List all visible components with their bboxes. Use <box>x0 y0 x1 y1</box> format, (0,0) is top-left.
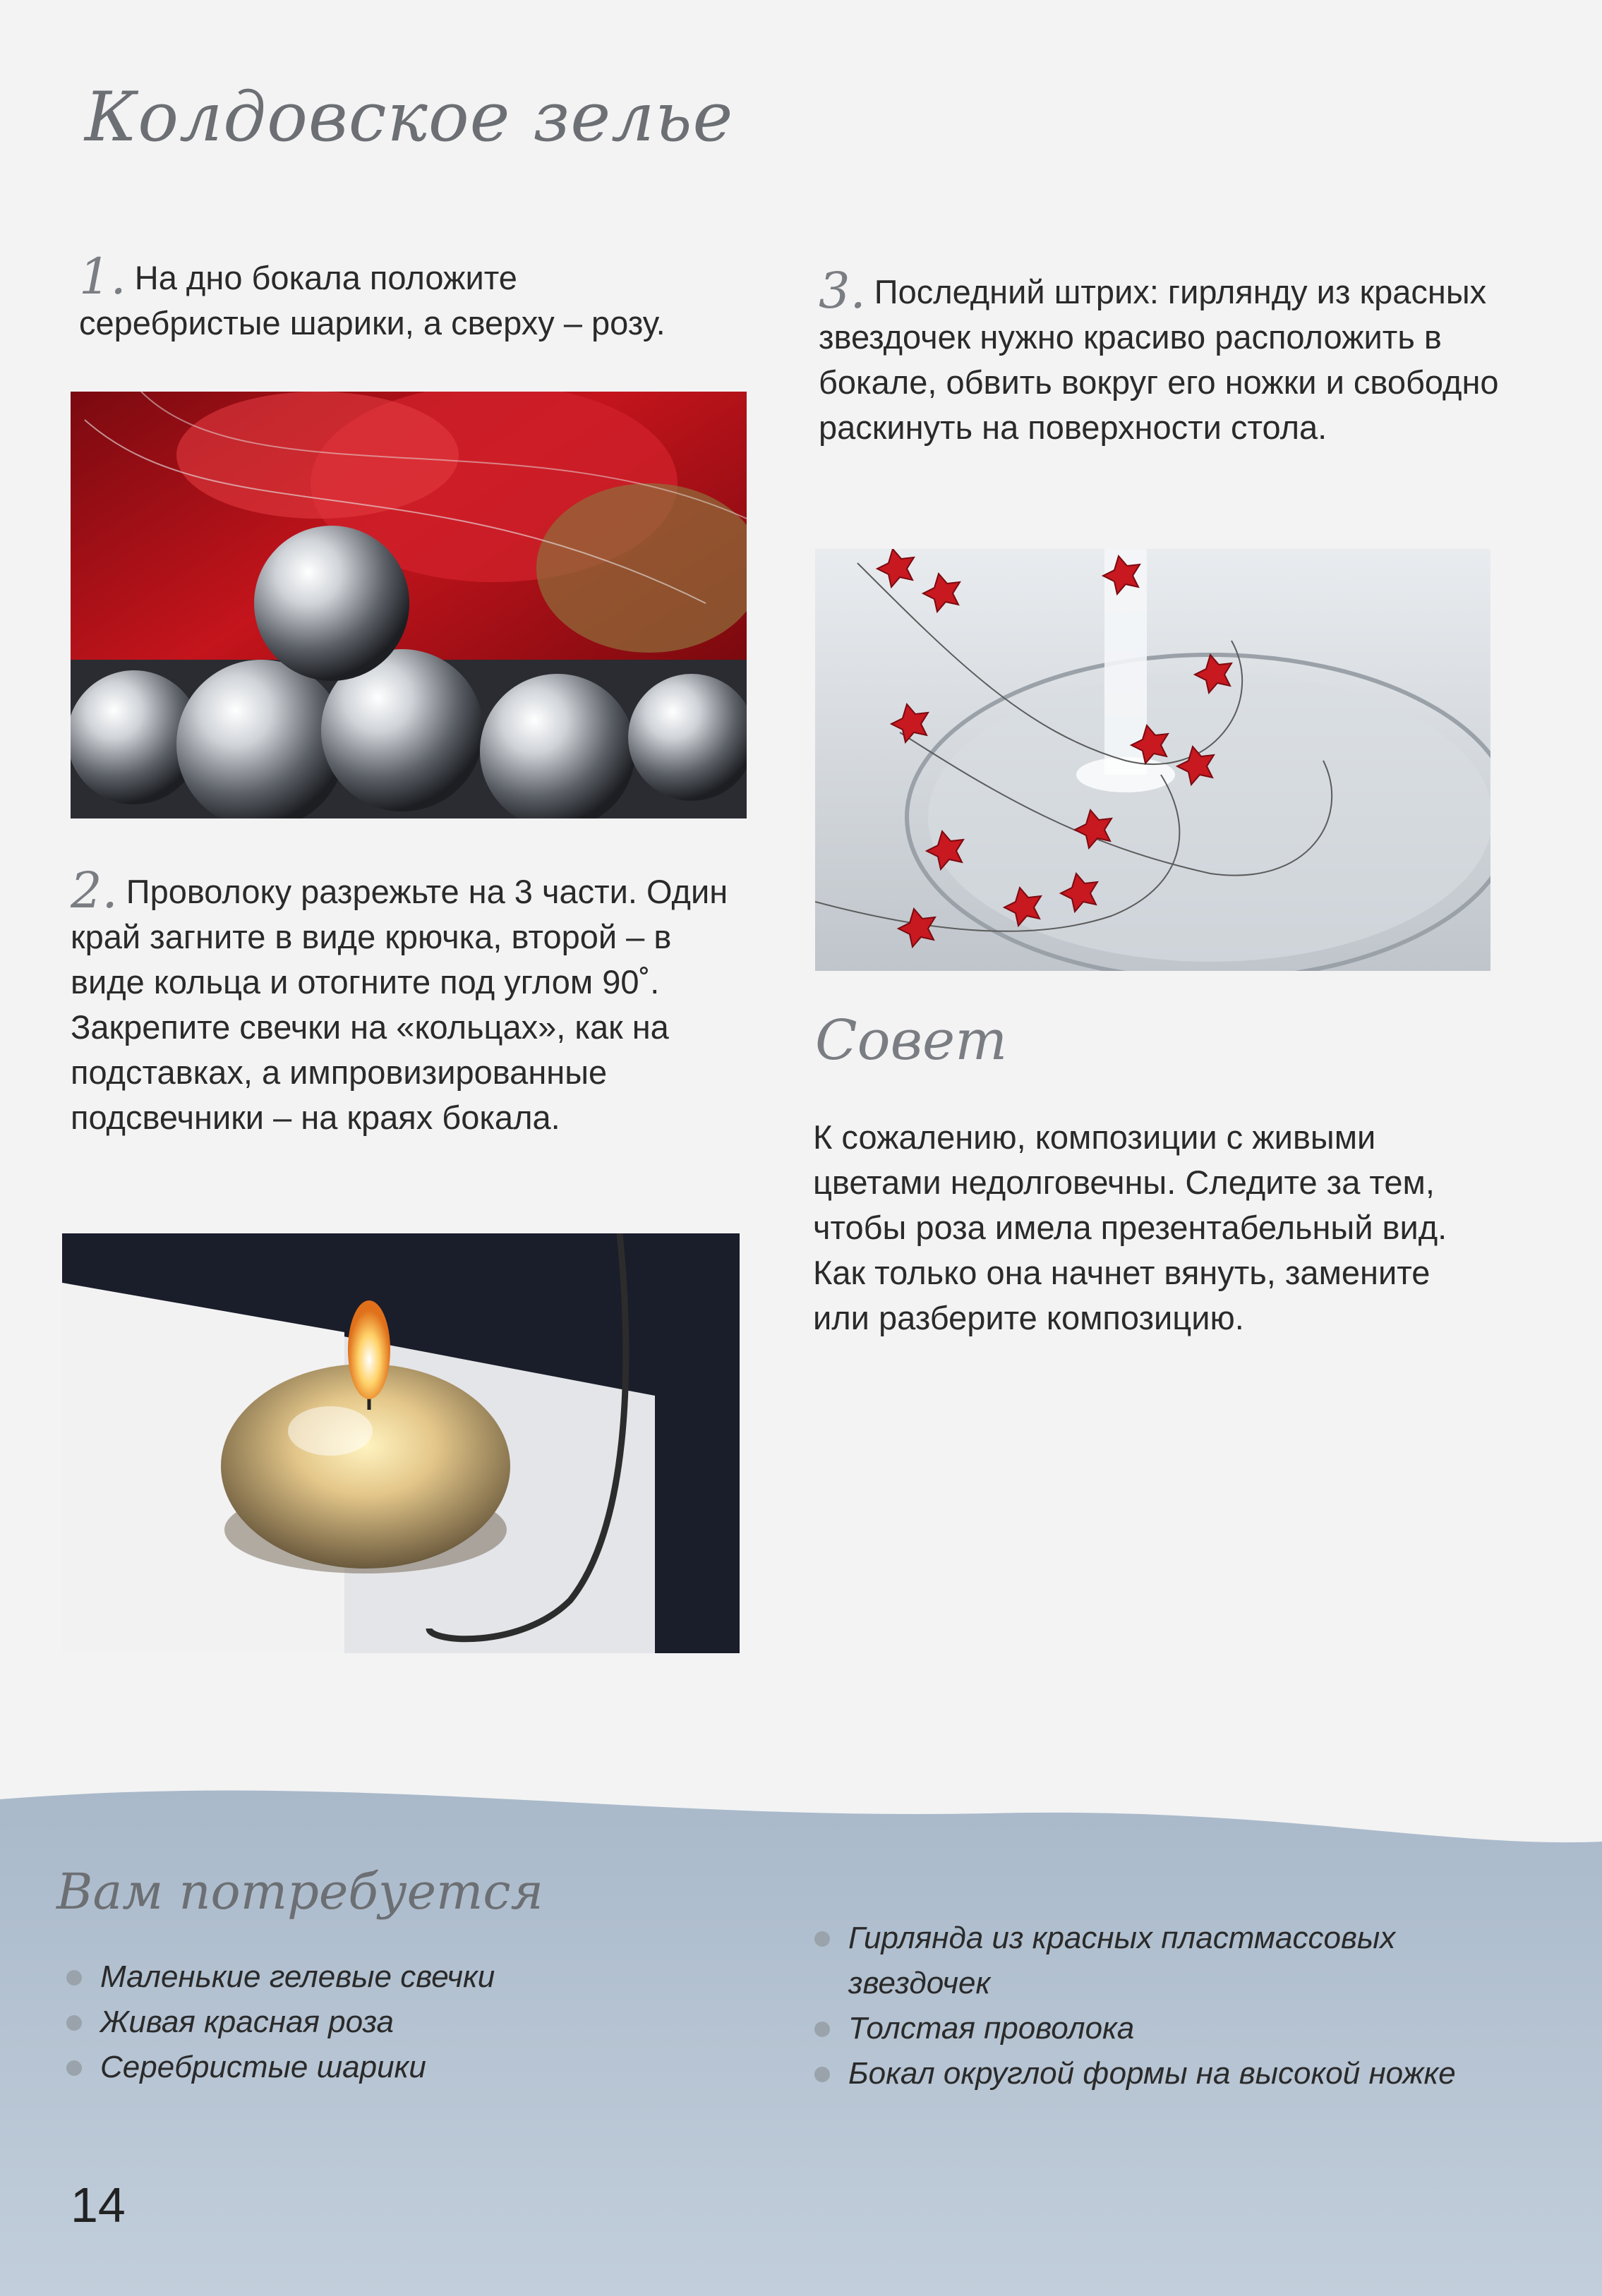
list-item-text: Живая красная роза <box>100 2005 395 2039</box>
list-item-text: Маленькие гелевые свечки <box>100 1959 495 1994</box>
list-item <box>56 2000 762 2045</box>
photo-star-garland <box>815 549 1490 971</box>
list-item <box>805 2006 1546 2051</box>
step-3 <box>819 262 1503 450</box>
list-item <box>805 2051 1546 2096</box>
photo-gel-candle <box>62 1233 740 1653</box>
bullet-icon <box>814 2022 830 2037</box>
list-item <box>56 2045 762 2090</box>
list-item <box>56 1954 762 2000</box>
list-item <box>805 1916 1546 2006</box>
bullet-icon <box>814 1931 830 1947</box>
list-item-text: Бокал округлой формы на высокой ножке <box>848 2056 1456 2091</box>
page-number: 14 <box>71 2177 126 2232</box>
list-item-text: Толстая проволока <box>848 2011 1135 2046</box>
tip-title: Совет <box>815 1009 1008 1073</box>
materials-title: Вам потребуется <box>56 1863 543 1921</box>
list-item-text: Серебристые шарики <box>100 2050 426 2084</box>
step-3-number: 3. <box>819 262 866 320</box>
tip-text: К сожалению, композиции с живыми цветами недолговечны. Следите за тем, чтобы роза имела презентабельный вид. Как только она начнет вянуть, замените или разберите композицию. <box>813 1118 1447 1336</box>
bullet-icon <box>66 2060 82 2076</box>
step-3-text: Последний штрих: гирлянду из красных звездочек нужно красиво расположить в бокале, обвить вокруг его ножки и свободно раскинуть на поверхности стола. <box>819 273 1499 446</box>
step-1-number: 1. <box>79 248 126 306</box>
list-item-text: Гирлянда из красных пластмассовых звездочек <box>848 1921 1396 2000</box>
bullet-icon <box>814 2067 830 2082</box>
step-2-text: Проволоку разрежьте на 3 части. Один край загните в виде крючка, второй – в виде кольца и отогните под углом 90˚. Закрепите свечки на «кольцах», как на подставках, а импровизированные подсвечники – на краях бокала. <box>71 873 728 1136</box>
bullet-icon <box>66 1970 82 1986</box>
step-1-text: На дно бокала положите серебристые шарики, а сверху – розу. <box>79 259 666 342</box>
step-1 <box>79 248 714 346</box>
step-2-number: 2. <box>71 862 118 919</box>
materials-list-right <box>805 1916 1546 2096</box>
step-2 <box>71 862 741 1140</box>
bullet-icon <box>66 2015 82 2031</box>
page-title: Колдовское зелье <box>85 78 734 157</box>
materials-list-left <box>56 1954 762 2090</box>
photo-silver-balls-rose <box>71 392 747 818</box>
